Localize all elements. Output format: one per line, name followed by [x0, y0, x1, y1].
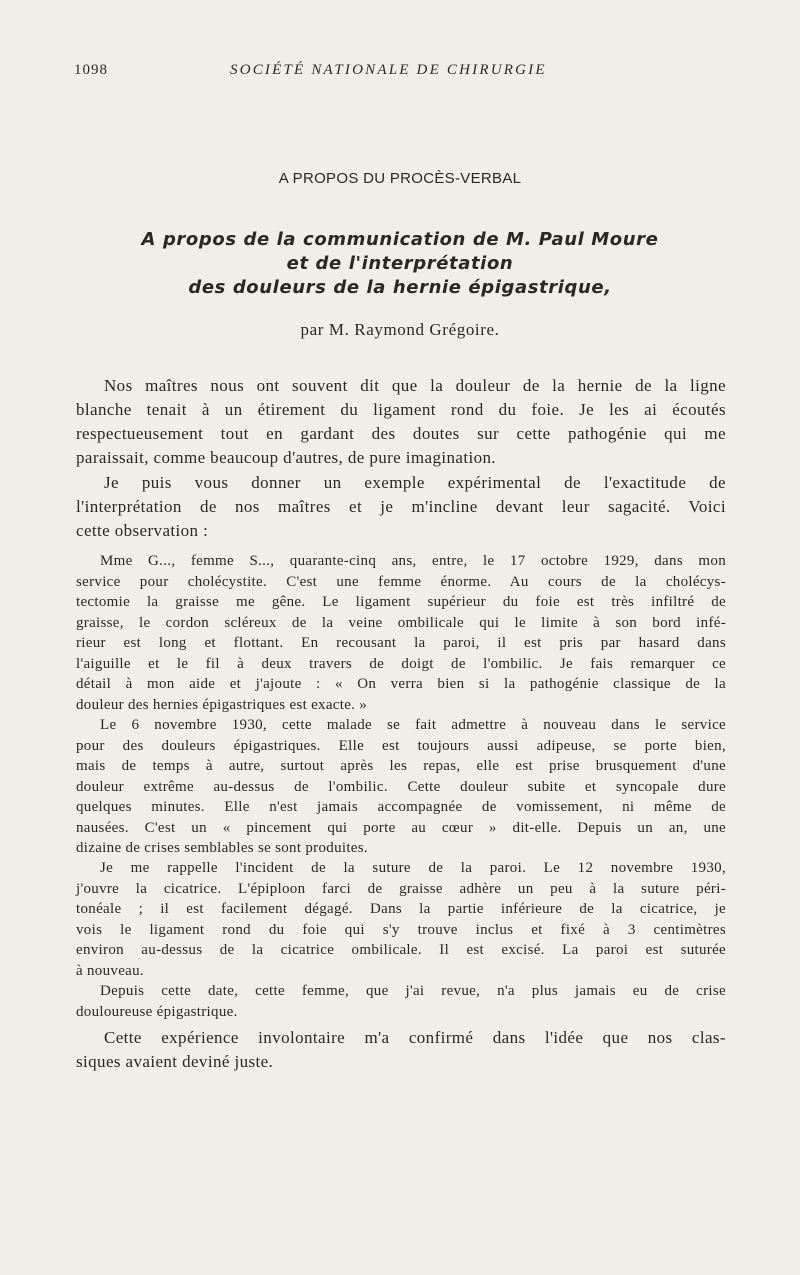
intro-paragraph-2 [76, 471, 726, 543]
text-line: quelques minutes. Elle n'est jamais accompagnée de vomissement, ni même de [76, 799, 726, 815]
text-line: l'aiguille et le fil à deux travers de doigt de l'ombilic. Je fais remarquer ce [76, 655, 726, 672]
text-line: Le 6 novembre 1930, cette malade se fait admettre à nouveau dans le service [100, 717, 726, 733]
text-line: vois le ligament rond du foie qui s'y trouve inclus et fixé à 3 centimètres [76, 921, 726, 938]
text-line: détail à mon aide et j'ajoute : « On verra bien si la pathogénie classique de la [76, 676, 726, 692]
journal-title: SOCIÉTÉ NATIONALE DE CHIRURGIE [230, 62, 547, 78]
text-line: douloureuse épigastrique. [76, 1003, 238, 1020]
text-line: l'interprétation de nos maîtres et je m'incline devant leur sagacité. Voici [76, 497, 726, 516]
running-head [74, 62, 734, 86]
text-line: mais de temps à autre, surtout après les repas, elle est prise brusquement d'une [76, 758, 726, 774]
text-line: Depuis cette date, cette femme, que j'ai revue, n'a plus jamais eu de crise [100, 983, 726, 999]
title-line: A propos de la communication de M. Paul Moure [141, 229, 659, 250]
text-line: à nouveau. [76, 962, 144, 979]
text-line: nausées. C'est un « pincement qui porte au cœur » dit-elle. Depuis un an, une [76, 819, 726, 836]
text-line: Nos maîtres nous ont souvent dit que la douleur de la hernie de la ligne [104, 376, 726, 395]
text-line: dizaine de crises semblables se sont produites. [76, 840, 368, 856]
title-line: et de l'interprétation [286, 253, 514, 274]
text-line: Cette expérience involontaire m'a confirmé dans l'idée que nos clas- [104, 1028, 726, 1047]
text-line: tonéale ; il est facilement dégagé. Dans la partie inférieure de la cicatrice, je [76, 901, 726, 917]
text-line: douleur des hernies épigastriques est exacte. » [76, 696, 368, 713]
article-title [0, 228, 800, 300]
observation-paragraph [76, 551, 726, 715]
observation-paragraph-2 [76, 715, 726, 859]
text-line: tectomie la graisse me gêne. Le ligament supérieur du foie est très infiltré de [76, 594, 726, 610]
conclusion-paragraph [76, 1026, 726, 1074]
observation-paragraph-3 [76, 858, 726, 981]
byline: par M. Raymond Grégoire. [300, 320, 500, 339]
text-line: blanche tenait à un étirement du ligament rond du foie. Je les ai écoutés [76, 400, 726, 419]
text-line: service pour cholécystite. C'est une femme énorme. Au cours de la cholécys- [76, 573, 726, 590]
text-line: respectueusement tout en gardant des doutes sur cette pathogénie qui me [76, 424, 726, 443]
text-line: cette observation : [76, 521, 209, 540]
text-line: Je me rappelle l'incident de la suture de la paroi. Le 12 novembre 1930, [100, 860, 726, 876]
text-line: paraissait, comme beaucoup d'autres, de pure imagination. [76, 448, 497, 467]
page-number: 1098 [74, 62, 108, 78]
intro-paragraph [76, 374, 726, 470]
text-line: j'ouvre la cicatrice. L'épiploon farci de graisse adhère un peu à la suture péri- [76, 880, 726, 897]
observation-paragraph-4 [76, 981, 726, 1022]
text-line: environ au-dessus de la cicatrice ombilicale. Il est excisé. La paroi est suturée [76, 942, 726, 958]
text-line: siques avaient deviné juste. [76, 1052, 274, 1071]
text-line: Mme G..., femme S..., quarante-cinq ans, entre, le 17 octobre 1929, dans mon [100, 553, 726, 569]
section-heading: A PROPOS DU PROCÈS-VERBAL [278, 170, 522, 187]
text-line: pour des douleurs épigastriques. Elle est toujours aussi adipeuse, se porte bien, [76, 737, 726, 754]
text-line: graisse, le cordon scléreux de la veine ombilicale qui le limite à son bord infé- [76, 614, 726, 631]
text-line: rieur est long et flottant. En recousant la paroi, il est pris par hasard dans [76, 635, 726, 651]
text-line: douleur extrême au-dessus de l'ombilic. Cette douleur subite et syncopale dure [76, 778, 726, 795]
text-line: Je puis vous donner un exemple expérimental de l'exactitude de [104, 473, 726, 492]
title-line: des douleurs de la hernie épigastrique, [188, 277, 612, 298]
